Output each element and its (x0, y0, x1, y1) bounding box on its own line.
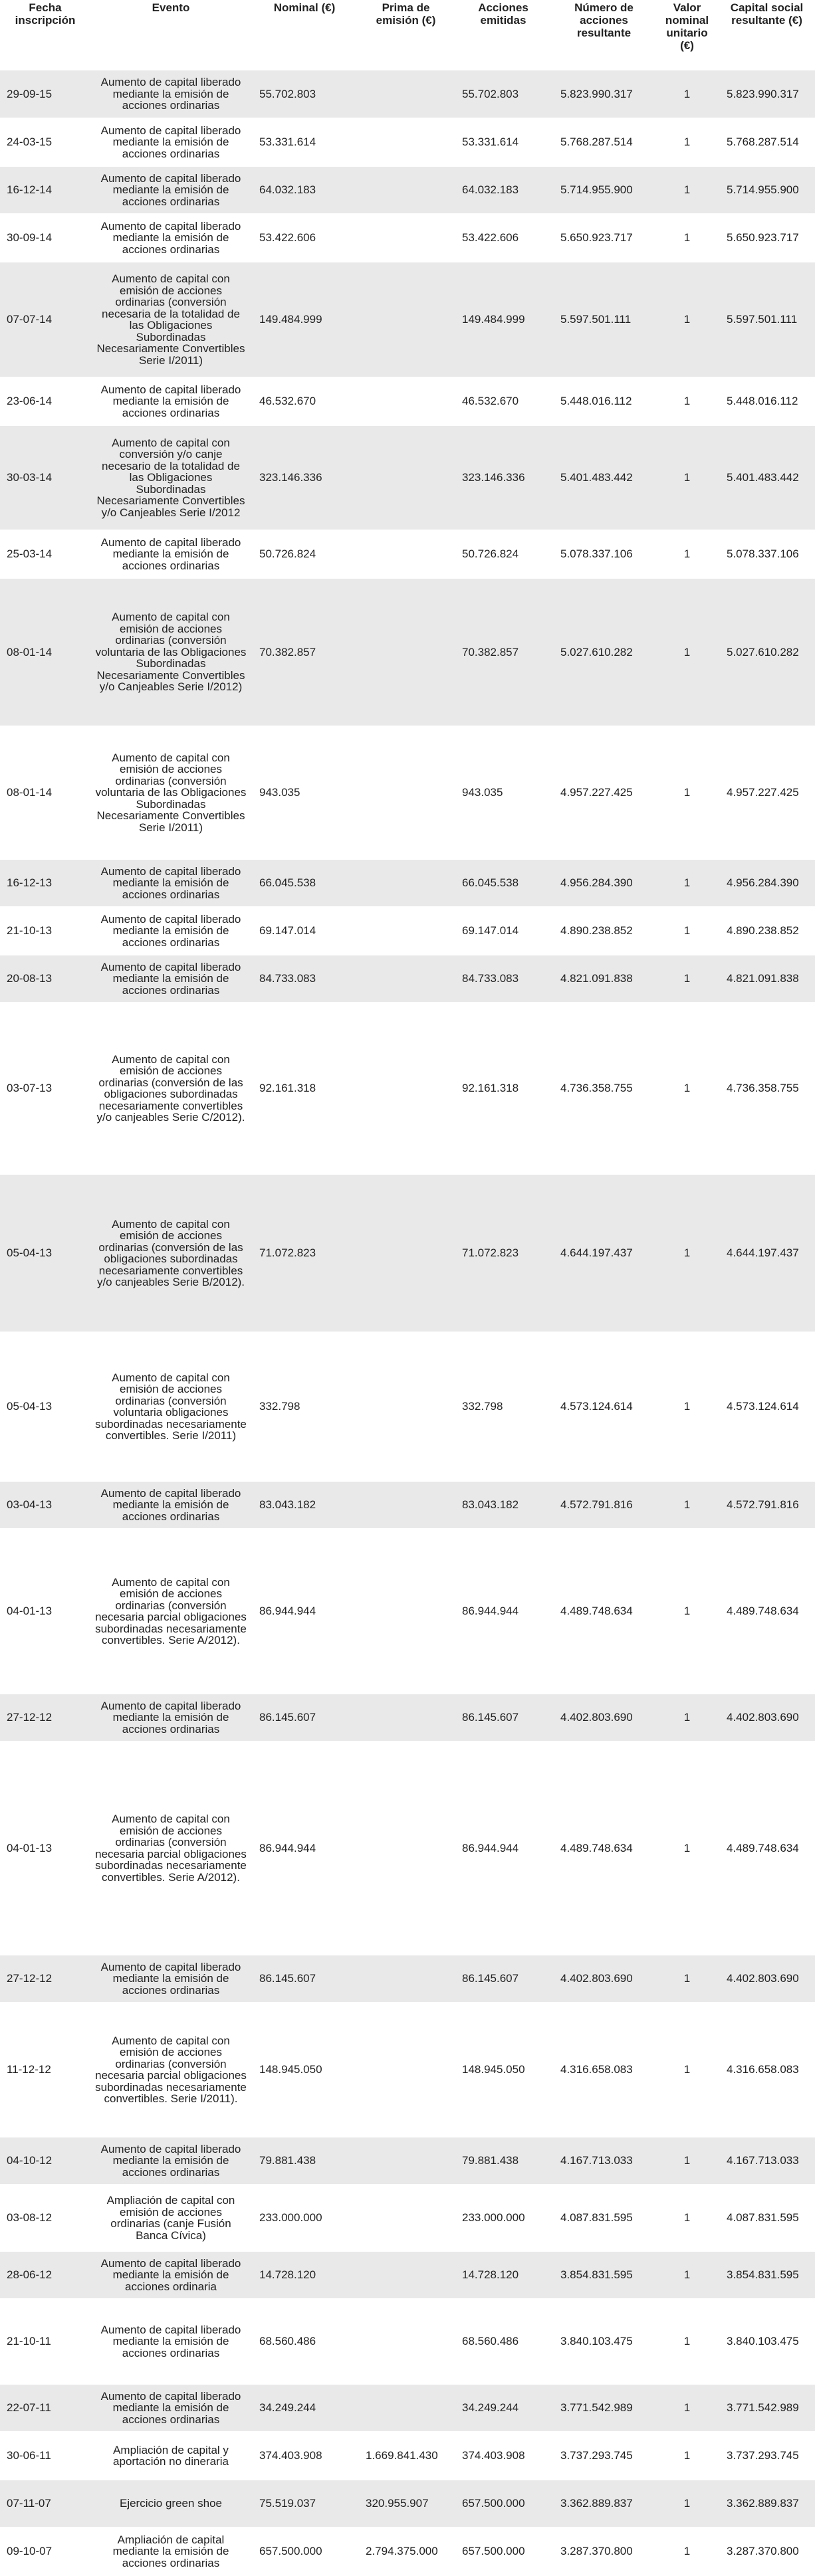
cell-evento: Aumento de capital con emisión de acciones ordinarias (conversión necesaria parcial obligaciones subordinadas necesariamente convertibles. Serie A/2012). (90, 1741, 251, 1955)
cell-fecha: 21-10-11 (0, 2299, 90, 2384)
cell-prima (358, 1332, 454, 1481)
cell-fecha: 04-01-13 (0, 1741, 90, 1955)
cell-numero: 5.401.483.442 (552, 425, 655, 530)
cell-numero: 4.402.803.690 (552, 1955, 655, 2003)
cell-valor: 1 (655, 859, 719, 907)
cell-acciones: 83.043.182 (454, 1481, 552, 1529)
cell-fecha: 30-06-11 (0, 2432, 90, 2480)
cell-acciones: 233.000.000 (454, 2185, 552, 2251)
cell-evento: Aumento de capital con conversión y/o canje necesario de la totalidad de las Obligaciones Subordinadas Necesariamente Convertibles y/o Canjeables Serie I/2012 (90, 425, 251, 530)
cell-evento: Aumento de capital con emisión de acciones ordinarias (conversión necesaria parcial obligaciones subordinadas necesariamente convertibles. Serie I/2011). (90, 2003, 251, 2137)
cell-evento: Aumento de capital liberado mediante la emisión de acciones ordinaria (90, 2251, 251, 2299)
cell-prima (358, 859, 454, 907)
table-row (0, 2384, 815, 2432)
cell-prima (358, 907, 454, 955)
table-row (0, 1955, 815, 2003)
cell-numero: 5.650.923.717 (552, 214, 655, 262)
cell-capital: 3.771.542.989 (719, 2384, 815, 2432)
cell-evento: Aumento de capital con emisión de acciones ordinarias (conversión necesaria parcial obligaciones subordinadas necesariamente convertibles. Serie A/2012). (90, 1529, 251, 1694)
cell-nominal: 34.249.244 (251, 2384, 358, 2432)
cell-valor: 1 (655, 955, 719, 1003)
cell-numero: 5.714.955.900 (552, 166, 655, 214)
header-nominal: Nominal (€) (251, 0, 358, 70)
cell-nominal: 66.045.538 (251, 859, 358, 907)
cell-fecha: 21-10-13 (0, 907, 90, 955)
cell-evento: Aumento de capital con emisión de acciones ordinarias (conversión de las obligaciones subordinadas necesariamente convertibles y/o canjeables Serie B/2012). (90, 1174, 251, 1332)
cell-valor: 1 (655, 578, 719, 726)
cell-acciones: 53.422.606 (454, 214, 552, 262)
header-capital: Capital social resultante (€) (719, 0, 815, 70)
table-row (0, 1481, 815, 1529)
cell-valor: 1 (655, 1481, 719, 1529)
cell-acciones: 332.798 (454, 1332, 552, 1481)
cell-evento: Aumento de capital con emisión de acciones ordinarias (conversión necesaria de la totalidad de las Obligaciones Subordinadas Necesariamente Convertibles Serie I/2011) (90, 262, 251, 377)
cell-fecha: 03-08-12 (0, 2185, 90, 2251)
cell-acciones: 84.733.083 (454, 955, 552, 1003)
cell-prima (358, 955, 454, 1003)
cell-nominal: 70.382.857 (251, 578, 358, 726)
cell-prima (358, 726, 454, 859)
cell-fecha: 07-07-14 (0, 262, 90, 377)
cell-prima (358, 2251, 454, 2299)
cell-nominal: 86.145.607 (251, 1694, 358, 1741)
table-row (0, 2003, 815, 2137)
cell-numero: 4.572.791.816 (552, 1481, 655, 1529)
cell-evento: Ampliación de capital con emisión de acciones ordinarias (canje Fusión Banca Cívica) (90, 2185, 251, 2251)
table-row (0, 578, 815, 726)
cell-evento: Aumento de capital liberado mediante la emisión de acciones ordinarias (90, 166, 251, 214)
cell-acciones: 53.331.614 (454, 118, 552, 166)
cell-evento: Aumento de capital liberado mediante la emisión de acciones ordinarias (90, 907, 251, 955)
cell-numero: 4.167.713.033 (552, 2137, 655, 2185)
cell-fecha: 16-12-14 (0, 166, 90, 214)
table-row (0, 1174, 815, 1332)
cell-valor: 1 (655, 1332, 719, 1481)
cell-numero: 4.890.238.852 (552, 907, 655, 955)
cell-fecha: 04-01-13 (0, 1529, 90, 1694)
table-row (0, 1332, 815, 1481)
cell-capital: 3.737.293.745 (719, 2432, 815, 2480)
cell-fecha: 09-10-07 (0, 2527, 90, 2575)
cell-valor: 1 (655, 1174, 719, 1332)
cell-nominal: 64.032.183 (251, 166, 358, 214)
cell-acciones: 374.403.908 (454, 2432, 552, 2480)
cell-capital: 4.087.831.595 (719, 2185, 815, 2251)
cell-evento: Aumento de capital con emisión de acciones ordinarias (conversión voluntaria de las Obligaciones Subordinadas Necesariamente Convertibles y/o Canjeables Serie I/2012) (90, 578, 251, 726)
cell-nominal: 84.733.083 (251, 955, 358, 1003)
cell-capital: 4.402.803.690 (719, 1955, 815, 2003)
cell-capital: 4.489.748.634 (719, 1529, 815, 1694)
header-fecha: Fecha inscripción (0, 0, 90, 70)
cell-numero: 4.957.227.425 (552, 726, 655, 859)
cell-capital: 4.402.803.690 (719, 1694, 815, 1741)
cell-valor: 1 (655, 118, 719, 166)
cell-acciones: 14.728.120 (454, 2251, 552, 2299)
cell-valor: 1 (655, 377, 719, 425)
cell-capital: 4.736.358.755 (719, 1003, 815, 1174)
cell-numero: 4.087.831.595 (552, 2185, 655, 2251)
table-row (0, 166, 815, 214)
cell-nominal: 53.331.614 (251, 118, 358, 166)
cell-prima (358, 2003, 454, 2137)
cell-evento: Aumento de capital liberado mediante la emisión de acciones ordinarias (90, 2137, 251, 2185)
cell-nominal: 75.519.037 (251, 2480, 358, 2527)
cell-acciones: 34.249.244 (454, 2384, 552, 2432)
cell-evento: Aumento de capital liberado mediante la emisión de acciones ordinarias (90, 2384, 251, 2432)
cell-numero: 5.027.610.282 (552, 578, 655, 726)
table-row (0, 907, 815, 955)
cell-numero: 3.771.542.989 (552, 2384, 655, 2432)
cell-fecha: 30-09-14 (0, 214, 90, 262)
cell-prima (358, 118, 454, 166)
cell-valor: 1 (655, 2432, 719, 2480)
cell-prima (358, 1694, 454, 1741)
cell-valor: 1 (655, 1694, 719, 1741)
table-row (0, 1694, 815, 1741)
table-row (0, 2251, 815, 2299)
cell-nominal: 374.403.908 (251, 2432, 358, 2480)
cell-fecha: 22-07-11 (0, 2384, 90, 2432)
cell-nominal: 50.726.824 (251, 530, 358, 578)
cell-acciones: 79.881.438 (454, 2137, 552, 2185)
cell-nominal: 71.072.823 (251, 1174, 358, 1332)
cell-prima (358, 1529, 454, 1694)
cell-acciones: 657.500.000 (454, 2480, 552, 2527)
cell-evento: Ampliación de capital y aportación no dineraria (90, 2432, 251, 2480)
cell-acciones: 64.032.183 (454, 166, 552, 214)
cell-numero: 4.644.197.437 (552, 1174, 655, 1332)
cell-evento: Aumento de capital liberado mediante la emisión de acciones ordinarias (90, 1481, 251, 1529)
cell-acciones: 323.146.336 (454, 425, 552, 530)
header-evento: Evento (90, 0, 251, 70)
cell-prima: 2.794.375.000 (358, 2527, 454, 2575)
table-body (0, 70, 815, 2575)
cell-fecha: 27-12-12 (0, 1955, 90, 2003)
cell-prima (358, 1003, 454, 1174)
cell-fecha: 08-01-14 (0, 578, 90, 726)
cell-evento: Aumento de capital liberado mediante la emisión de acciones ordinarias (90, 214, 251, 262)
table-row (0, 2185, 815, 2251)
cell-evento: Aumento de capital liberado mediante la emisión de acciones ordinarias (90, 530, 251, 578)
cell-nominal: 69.147.014 (251, 907, 358, 955)
cell-numero: 3.840.103.475 (552, 2299, 655, 2384)
cell-valor: 1 (655, 2384, 719, 2432)
cell-nominal: 233.000.000 (251, 2185, 358, 2251)
cell-capital: 5.401.483.442 (719, 425, 815, 530)
cell-numero: 4.402.803.690 (552, 1694, 655, 1741)
cell-valor: 1 (655, 2003, 719, 2137)
cell-capital: 3.287.370.800 (719, 2527, 815, 2575)
table-row (0, 530, 815, 578)
cell-nominal: 86.145.607 (251, 1955, 358, 2003)
cell-evento: Ampliación de capital mediante la emisión de acciones ordinarias (90, 2527, 251, 2575)
cell-valor: 1 (655, 1955, 719, 2003)
cell-prima (358, 1481, 454, 1529)
cell-capital: 4.890.238.852 (719, 907, 815, 955)
cell-numero: 3.854.831.595 (552, 2251, 655, 2299)
cell-evento: Aumento de capital liberado mediante la emisión de acciones ordinarias (90, 1694, 251, 1741)
cell-prima (358, 2185, 454, 2251)
header-acciones: Acciones emitidas (454, 0, 552, 70)
cell-fecha: 29-09-15 (0, 70, 90, 118)
cell-fecha: 11-12-12 (0, 2003, 90, 2137)
cell-numero: 4.489.748.634 (552, 1529, 655, 1694)
cell-fecha: 05-04-13 (0, 1174, 90, 1332)
cell-evento: Aumento de capital liberado mediante la emisión de acciones ordinarias (90, 118, 251, 166)
cell-acciones: 70.382.857 (454, 578, 552, 726)
table-row (0, 262, 815, 377)
cell-fecha: 07-11-07 (0, 2480, 90, 2527)
cell-nominal: 86.944.944 (251, 1529, 358, 1694)
cell-valor: 1 (655, 2480, 719, 2527)
cell-capital: 4.573.124.614 (719, 1332, 815, 1481)
cell-fecha: 28-06-12 (0, 2251, 90, 2299)
cell-nominal: 53.422.606 (251, 214, 358, 262)
cell-acciones: 69.147.014 (454, 907, 552, 955)
cell-acciones: 68.560.486 (454, 2299, 552, 2384)
cell-numero: 3.737.293.745 (552, 2432, 655, 2480)
cell-nominal: 943.035 (251, 726, 358, 859)
cell-acciones: 86.145.607 (454, 1694, 552, 1741)
cell-fecha: 25-03-14 (0, 530, 90, 578)
cell-evento: Aumento de capital liberado mediante la emisión de acciones ordinarias (90, 2299, 251, 2384)
cell-capital: 4.957.227.425 (719, 726, 815, 859)
cell-fecha: 05-04-13 (0, 1332, 90, 1481)
cell-prima (358, 1955, 454, 2003)
cell-evento: Aumento de capital con emisión de acciones ordinarias (conversión voluntaria de las Obligaciones Subordinadas Necesariamente Convertibles Serie I/2011) (90, 726, 251, 859)
cell-acciones: 148.945.050 (454, 2003, 552, 2137)
cell-prima (358, 70, 454, 118)
cell-valor: 1 (655, 1003, 719, 1174)
table-row (0, 118, 815, 166)
cell-numero: 4.489.748.634 (552, 1741, 655, 1955)
cell-acciones: 657.500.000 (454, 2527, 552, 2575)
cell-capital: 5.597.501.111 (719, 262, 815, 377)
cell-capital: 5.714.955.900 (719, 166, 815, 214)
cell-valor: 1 (655, 907, 719, 955)
cell-nominal: 92.161.318 (251, 1003, 358, 1174)
table-row (0, 1741, 815, 1955)
cell-nominal: 332.798 (251, 1332, 358, 1481)
cell-valor: 1 (655, 2185, 719, 2251)
cell-numero: 5.823.990.317 (552, 70, 655, 118)
cell-fecha: 27-12-12 (0, 1694, 90, 1741)
cell-numero: 5.768.287.514 (552, 118, 655, 166)
cell-fecha: 03-04-13 (0, 1481, 90, 1529)
cell-acciones: 71.072.823 (454, 1174, 552, 1332)
cell-numero: 4.821.091.838 (552, 955, 655, 1003)
cell-valor: 1 (655, 70, 719, 118)
cell-acciones: 46.532.670 (454, 377, 552, 425)
cell-capital: 3.362.889.837 (719, 2480, 815, 2527)
cell-prima: 1.669.841.430 (358, 2432, 454, 2480)
cell-numero: 4.736.358.755 (552, 1003, 655, 1174)
cell-valor: 1 (655, 530, 719, 578)
cell-capital: 5.768.287.514 (719, 118, 815, 166)
cell-prima (358, 425, 454, 530)
table-row (0, 2137, 815, 2185)
cell-prima (358, 578, 454, 726)
cell-evento: Aumento de capital liberado mediante la emisión de acciones ordinarias (90, 1955, 251, 2003)
cell-numero: 4.316.658.083 (552, 2003, 655, 2137)
cell-prima (358, 2384, 454, 2432)
cell-valor: 1 (655, 2299, 719, 2384)
cell-numero: 3.287.370.800 (552, 2527, 655, 2575)
cell-valor: 1 (655, 2527, 719, 2575)
cell-acciones: 92.161.318 (454, 1003, 552, 1174)
cell-numero: 4.573.124.614 (552, 1332, 655, 1481)
cell-numero: 3.362.889.837 (552, 2480, 655, 2527)
cell-capital: 5.448.016.112 (719, 377, 815, 425)
table-row (0, 70, 815, 118)
cell-nominal: 323.146.336 (251, 425, 358, 530)
cell-prima (358, 1174, 454, 1332)
cell-prima (358, 166, 454, 214)
cell-evento: Aumento de capital con emisión de acciones ordinarias (conversión voluntaria obligaciones subordinadas necesariamente convertibles. Serie I/2011) (90, 1332, 251, 1481)
table-row (0, 1529, 815, 1694)
cell-capital: 4.316.658.083 (719, 2003, 815, 2137)
header-valor: Valor nominal unitario (€) (655, 0, 719, 70)
cell-valor: 1 (655, 2251, 719, 2299)
cell-fecha: 16-12-13 (0, 859, 90, 907)
cell-nominal: 55.702.803 (251, 70, 358, 118)
cell-capital: 5.650.923.717 (719, 214, 815, 262)
cell-nominal: 83.043.182 (251, 1481, 358, 1529)
cell-capital: 4.956.284.390 (719, 859, 815, 907)
cell-acciones: 50.726.824 (454, 530, 552, 578)
cell-evento: Aumento de capital con emisión de acciones ordinarias (conversión de las obligaciones subordinadas necesariamente convertibles y/o canjeables Serie C/2012). (90, 1003, 251, 1174)
cell-acciones: 86.944.944 (454, 1529, 552, 1694)
cell-evento: Ejercicio green shoe (90, 2480, 251, 2527)
cell-fecha: 24-03-15 (0, 118, 90, 166)
cell-nominal: 657.500.000 (251, 2527, 358, 2575)
table-row (0, 859, 815, 907)
cell-prima (358, 377, 454, 425)
cell-fecha: 20-08-13 (0, 955, 90, 1003)
cell-evento: Aumento de capital liberado mediante la emisión de acciones ordinarias (90, 859, 251, 907)
cell-prima (358, 1741, 454, 1955)
cell-valor: 1 (655, 166, 719, 214)
cell-fecha: 08-01-14 (0, 726, 90, 859)
table-row (0, 1003, 815, 1174)
cell-valor: 1 (655, 425, 719, 530)
cell-nominal: 79.881.438 (251, 2137, 358, 2185)
cell-fecha: 04-10-12 (0, 2137, 90, 2185)
cell-acciones: 66.045.538 (454, 859, 552, 907)
cell-evento: Aumento de capital liberado mediante la emisión de acciones ordinarias (90, 955, 251, 1003)
cell-numero: 4.956.284.390 (552, 859, 655, 907)
cell-fecha: 30-03-14 (0, 425, 90, 530)
cell-capital: 4.489.748.634 (719, 1741, 815, 1955)
cell-acciones: 86.944.944 (454, 1741, 552, 1955)
cell-prima (358, 2299, 454, 2384)
cell-nominal: 68.560.486 (251, 2299, 358, 2384)
cell-nominal: 14.728.120 (251, 2251, 358, 2299)
cell-prima (358, 214, 454, 262)
cell-fecha: 03-07-13 (0, 1003, 90, 1174)
cell-evento: Aumento de capital liberado mediante la emisión de acciones ordinarias (90, 377, 251, 425)
cell-prima (358, 2137, 454, 2185)
cell-acciones: 149.484.999 (454, 262, 552, 377)
cell-capital: 4.821.091.838 (719, 955, 815, 1003)
cell-prima: 320.955.907 (358, 2480, 454, 2527)
cell-capital: 4.167.713.033 (719, 2137, 815, 2185)
table-row (0, 2299, 815, 2384)
cell-fecha: 23-06-14 (0, 377, 90, 425)
table-row (0, 214, 815, 262)
cell-capital: 4.572.791.816 (719, 1481, 815, 1529)
table-row (0, 955, 815, 1003)
table-row (0, 2432, 815, 2480)
cell-prima (358, 262, 454, 377)
table-row (0, 2480, 815, 2527)
cell-capital: 3.840.103.475 (719, 2299, 815, 2384)
cell-capital: 4.644.197.437 (719, 1174, 815, 1332)
cell-nominal: 148.945.050 (251, 2003, 358, 2137)
table-row (0, 425, 815, 530)
cell-prima (358, 530, 454, 578)
cell-capital: 3.854.831.595 (719, 2251, 815, 2299)
cell-evento: Aumento de capital liberado mediante la emisión de acciones ordinarias (90, 70, 251, 118)
cell-acciones: 55.702.803 (454, 70, 552, 118)
cell-nominal: 149.484.999 (251, 262, 358, 377)
cell-valor: 1 (655, 726, 719, 859)
cell-acciones: 943.035 (454, 726, 552, 859)
cell-numero: 5.078.337.106 (552, 530, 655, 578)
table-row (0, 726, 815, 859)
cell-capital: 5.027.610.282 (719, 578, 815, 726)
cell-capital: 5.823.990.317 (719, 70, 815, 118)
cell-numero: 5.448.016.112 (552, 377, 655, 425)
cell-acciones: 86.145.607 (454, 1955, 552, 2003)
cell-nominal: 86.944.944 (251, 1741, 358, 1955)
cell-valor: 1 (655, 262, 719, 377)
header-numero: Número de acciones resultante (552, 0, 655, 70)
cell-valor: 1 (655, 214, 719, 262)
cell-capital: 5.078.337.106 (719, 530, 815, 578)
header-prima: Prima de emisión (€) (358, 0, 454, 70)
table-row (0, 377, 815, 425)
table-header-row (0, 0, 815, 70)
table-row (0, 2527, 815, 2575)
cell-valor: 1 (655, 1741, 719, 1955)
cell-valor: 1 (655, 1529, 719, 1694)
cell-nominal: 46.532.670 (251, 377, 358, 425)
cell-valor: 1 (655, 2137, 719, 2185)
cell-numero: 5.597.501.111 (552, 262, 655, 377)
